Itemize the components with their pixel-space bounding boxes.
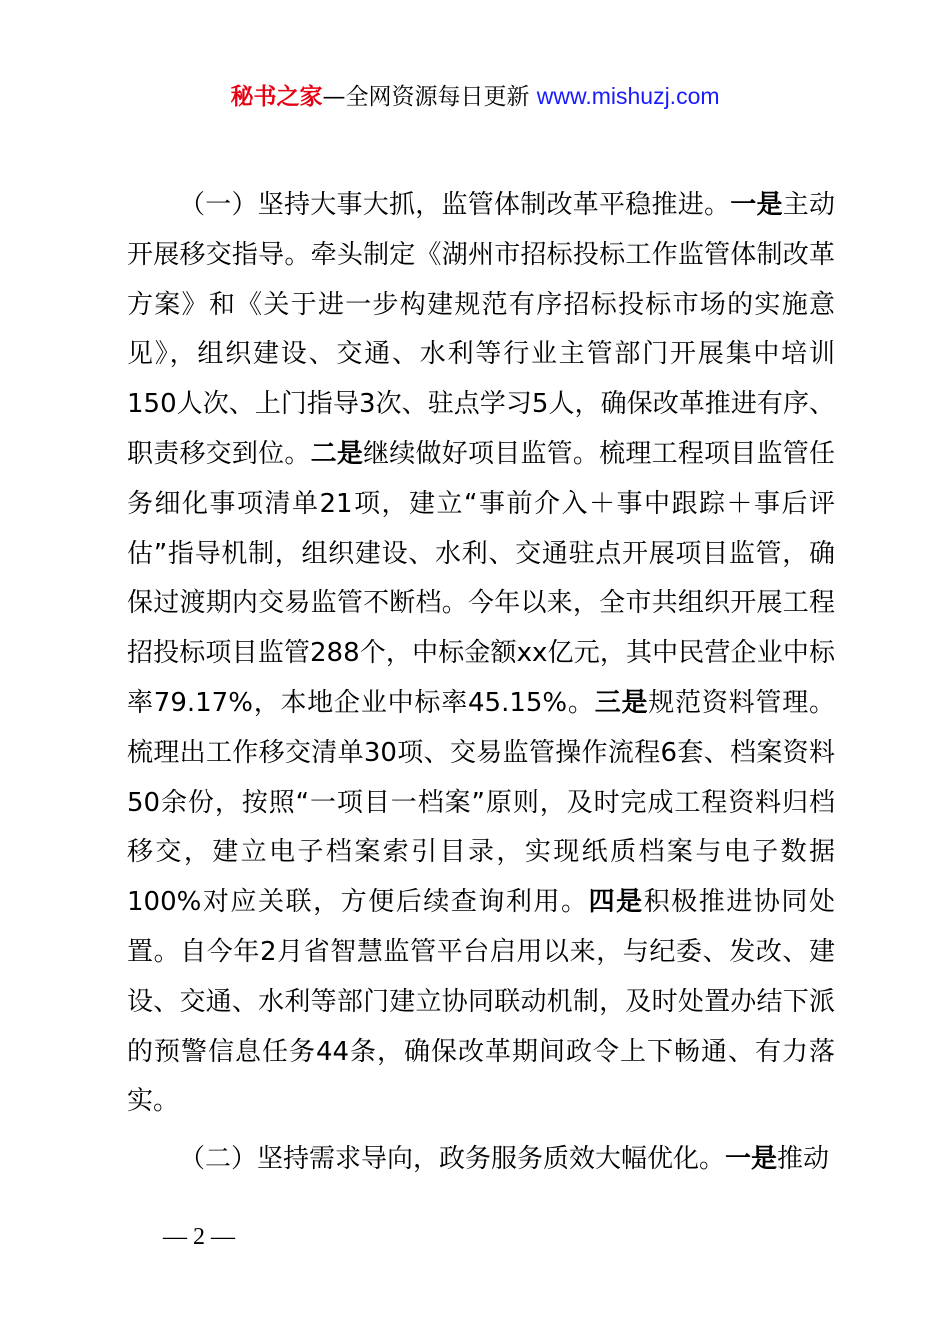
paragraph-section-1 <box>127 181 835 1127</box>
item-text: 继续做好项目监管。梳理工程项目监管任务细化事项清单21项，建立“事前介入＋事中跟踪＋事后评估”指导机制，组织建设、水利、交通驻点开展项目监管，确保过渡期内交易监管不断档。今年以来，全市共组织开展工程招投标项目监管288个，中标金额xx亿元，其中民营企业中标率79.17%，本地企业中标率45.15%。 <box>127 438 835 718</box>
paragraph-section-2 <box>127 1135 835 1185</box>
page-number: — 2 — <box>163 1224 235 1250</box>
item-lead: 二是 <box>310 438 364 469</box>
document-body <box>127 181 835 1185</box>
item-lead: 一是 <box>725 1144 778 1175</box>
item-lead: 一是 <box>730 190 783 220</box>
section-heading: （一）坚持大事大抓，监管体制改革平稳推进。 <box>179 190 731 220</box>
site-url-link[interactable]: www.mishuzj.com <box>536 83 720 109</box>
item-text: 积极推进协同处置。自今年2月省智慧监管平台启用以来，与纪委、发改、建设、交通、水利等部门建立协同联动机制，及时处置办结下派的预警信息任务44条，确保改革期间政令上下畅通、有力落实。 <box>127 887 835 1117</box>
item-lead: 四是 <box>588 887 644 918</box>
site-header <box>0 80 950 113</box>
brand-name: 秘书之家 <box>230 84 323 110</box>
item-text: 主动开展移交指导。牵头制定《湖州市招标投标工作监管体制改革方案》和《关于进一步构建规范有序招标投标市场的实施意见》，组织建设、交通、水利等行业主管部门开展集中培训150人次、上门指导3次、驻点学习5人，确保改革推进有序、职责移交到位。 <box>127 190 835 469</box>
item-text: 规范资料管理。梳理出工作移交清单30项、交易监管操作流程6套、档案资料50余份，按照“一项目一档案”原则，及时完成工程资料归档移交，建立电子档案索引目录，实现纸质档案与电子数据100%对应关联，方便后续查询利用。 <box>127 687 835 918</box>
header-tagline: —全网资源每日更新 <box>322 84 530 110</box>
section-heading: （二）坚持需求导向，政务服务质效大幅优化。 <box>179 1144 726 1175</box>
item-lead: 三是 <box>594 687 649 718</box>
item-text: 推动 <box>777 1144 830 1175</box>
